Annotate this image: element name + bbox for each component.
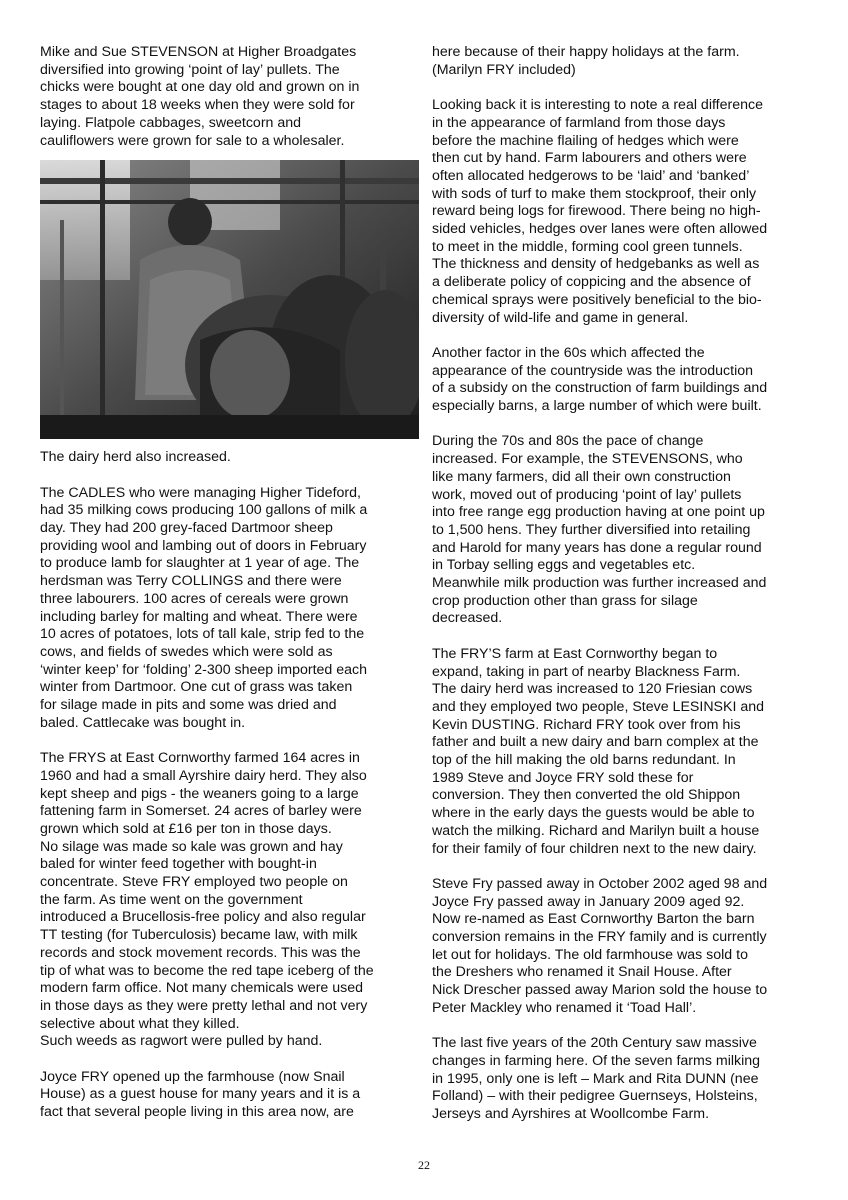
- paragraph-70s-80s: During the 70s and 80s the pace of change increased. For example, the STEVENSONS, who like many farmers, did all their own construction work, moved out of producing ‘point of lay’ pullets into free range egg production having at one point up to 1,500 hens. They further diversified into retailing and Harold for many years has done a regular round in Torbay selling eggs and vegetables etc. Meanwhile milk production was further increased and crop production other than grass for silage decreased.: [432, 433, 767, 627]
- page-number: 22: [418, 1158, 430, 1172]
- paragraph-frys-expand: The FRY’S farm at East Cornworthy began to expand, taking in part of nearby Blackness Farm. The dairy herd was increased to 120 Friesian cows and they employed two people, Steve LESINSKI and Kevin DUSTING. Richard FRY took over from his father and built a new dairy and barn complex at the top of the hill making the old barns redundant. In 1989 Steve and Joyce FRY sold these for conversion. They then converted the old Shippon where in the early days the guests would be able to watch the milking. Richard and Marilyn built a house for their family of four children next to the new dairy.: [432, 645, 765, 857]
- paragraph-stevenson-pullets: Mike and Sue STEVENSON at Higher Broadgates diversified into growing ‘point of lay’ pullets. The chicks were bought at one day old and grown on in stages to about 18 weeks when they were sold for laying. Flatpole cabbages, sweetcorn and cauliflowers were grown for sale to a wholesaler.: [40, 44, 360, 149]
- paragraph-joyce-guest-house: Joyce FRY opened up the farmhouse (now Snail House) as a guest house for many years and it is a fact that several people living in this area now, are: [40, 1068, 361, 1121]
- left-column: [40, 44, 418, 1122]
- paragraph-happy-holidays: here because of their happy holidays at the farm. (Marilyn FRY included): [432, 44, 740, 78]
- paragraph-hedges: Looking back it is interesting to note a real difference in the appearance of farmland from those days before the machine flailing of hedges which were then cut by hand. Farm labourers and others were often allocated hedgerows to be ‘laid’ and ‘banked’ with sods of turf to make them stockproof, their only reward being logs for firewood. There being no high- sided vehicles, hedges over lanes were often allowed to meet in the middle, forming cool green tunnels. The thickness and density of hedgebanks as well as a deliberate policy of coppicing and the absence of chemical sprays were positively beneficial to the bio- diversity of wild-life and game in general.: [432, 97, 768, 326]
- paragraph-toad-hall: Steve Fry passed away in October 2002 aged 98 and Joyce Fry passed away in January 2009 aged 92. Now re-named as East Cornworthy Barton the barn conversion remains in the FRY family and is currently let out for holidays. The old farmhouse was sold to the Dreshers who renamed it Snail House. After Nick Drescher passed away Marion sold the house to Peter Mackley who renamed it ‘Toad Hall’.: [432, 875, 768, 1016]
- photo-caption: The dairy herd also increased.: [40, 449, 231, 466]
- paragraph-cadles: The CADLES who were managing Higher Tideford, had 35 milking cows producing 100 gallons of milk a day. They had 200 grey-faced Dartmoor sheep providing wool and lambing out of doors in February to produce lamb for slaughter at 1 year of age. The herdsman was Terry COLLINGS and there were three labourers. 100 acres of cereals were grown including barley for malting and wheat. There were 10 acres of potatoes, lots of tall kale, strip fed to the cows, and fields of swedes which were sold as ‘winter keep’ for ‘folding’ 2-300 sheep imported each winter from Dartmoor. One cut of grass was taken for silage made in pits and some was dried and baled. Cattlecake was bought in.: [40, 484, 368, 731]
- paragraph-frys-1960: The FRYS at East Cornworthy farmed 164 acres in 1960 and had a small Ayrshire dairy herd. They also kept sheep and pigs - the weaners going to a large fattening farm in Somerset. 24 acres of barley were grown which sold at £16 per ton in those days. No silage was made so kale was grown and hay baled for winter feed together with bought-in concentrate. Steve FRY employed two people on the farm. As time went on the government introduced a Brucellosis-free policy and also regular TT testing (for Tuberculosis) became law, with milk records and stock movement records. This was the tip of what was to become the red tape iceberg of the modern farm office. Not many chemicals were used in those days as they were pretty lethal and not very selective about what they killed. Such weeds as ragwort were pulled by hand.: [40, 750, 374, 1050]
- dairy-herd-photo: [40, 160, 419, 439]
- paragraph-20th-century: The last five years of the 20th Century saw massive changes in farming here. Of the seven farms milking in 1995, only one is left – Mark and Rita DUNN (nee Folland) – with their pedigree Guernseys, Holsteins, Jerseys and Ayrshires at Woollcombe Farm.: [432, 1035, 761, 1123]
- right-column: [432, 44, 812, 1124]
- paragraph-subsidy: Another factor in the 60s which affected the appearance of the countryside was the introduction of a subsidy on the construction of farm buildings and especially barns, a large number of which were built.: [432, 344, 768, 415]
